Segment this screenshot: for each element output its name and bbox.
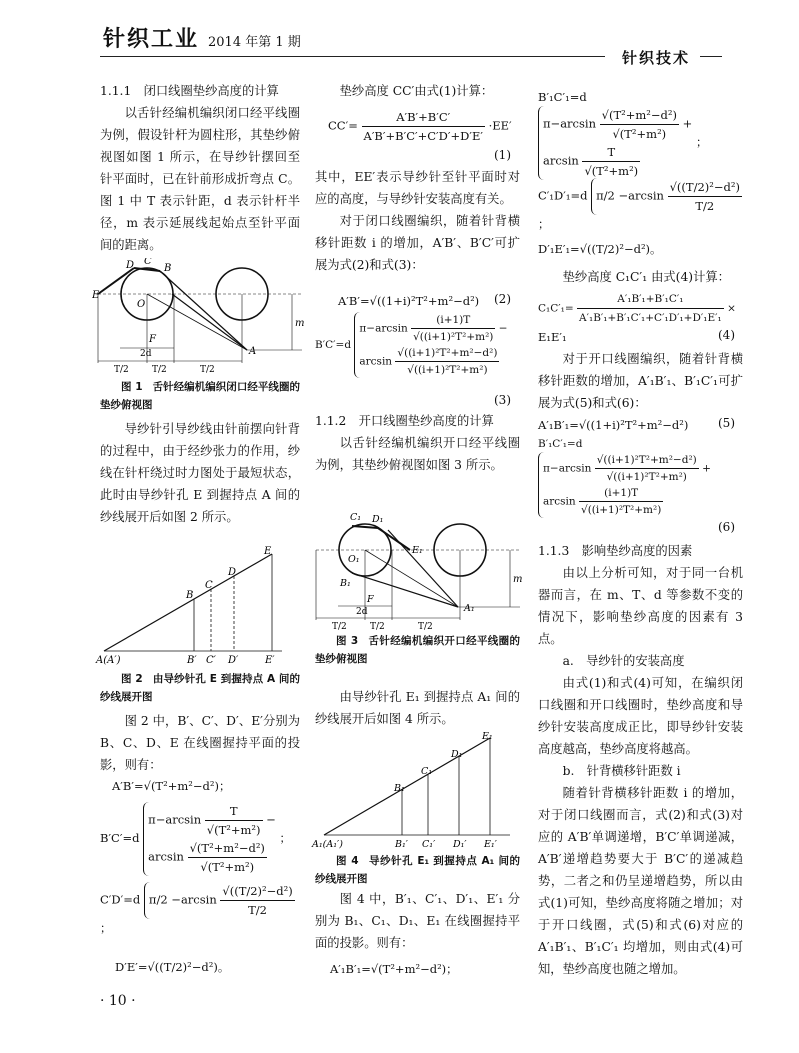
brace — [354, 312, 507, 378]
brace — [538, 452, 711, 518]
denominator: √(T²+m²) — [200, 860, 255, 874]
denominator: √(T²+m²) — [584, 164, 639, 178]
term: π/2 −arcsin — [596, 188, 664, 203]
header-rule-left — [100, 56, 605, 57]
fig4-label: C₁′ — [422, 839, 436, 850]
eq-rhs: ·EE′ — [488, 118, 512, 133]
paragraph: 由以上分析可知，对于同一台机器而言，在 m、T、d 等参数不变的情况下，影响垫纱高度的因素有 3 点。 — [538, 566, 743, 646]
fig3-label: C₁ — [350, 512, 362, 523]
fig3-label: T/2 — [332, 622, 347, 630]
fig3-label: A₁ — [464, 603, 475, 614]
caption-number: 图 3 — [336, 635, 359, 647]
heading-1-1-2: 1.1.2 开口线圈垫纱高度的计算 — [315, 414, 494, 428]
fig3-label: B₁ — [340, 578, 351, 589]
fig4-label: B₁ — [394, 783, 405, 794]
issue-label: 2014 年第 1 期 — [208, 35, 301, 50]
equation-4-tail: E₁E′₁ — [538, 330, 567, 344]
denominator: √((i+1)²T²+m²) — [581, 504, 662, 516]
term: arcsin — [543, 153, 579, 168]
eq-lhs: B′₁C′₁=d — [538, 438, 583, 450]
equation-6-number: (6) — [718, 520, 735, 534]
fraction — [668, 178, 742, 215]
fig1-label: A — [249, 346, 257, 357]
column-3 — [538, 266, 743, 288]
paragraph: 图 4 中，B′₁、C′₁、D′₁、E′₁ 分别为 B₁、C₁、D₁、E₁ 在线圈握持平面的投影。则有： — [315, 892, 520, 950]
fig3-label: F — [367, 594, 374, 605]
denominator: √((i+1)²T²+m²) — [606, 471, 687, 483]
figure-4-diagram — [310, 730, 520, 852]
fig4-label: D₁′ — [453, 839, 467, 850]
fig4-label: B₁′ — [395, 839, 408, 850]
column-2e — [315, 888, 520, 954]
figure-3-caption — [315, 632, 520, 668]
term: π−arcsin — [359, 322, 408, 335]
eq-lhs: C₁C′₁= — [538, 302, 574, 315]
numerator: (i+1)T — [579, 485, 663, 502]
paragraph: 对于闭口线圈编织，随着针背横移针距数 i 的增加，A′B′、B′C′可扩展为式(2)和式(3)： — [315, 214, 520, 272]
paragraph: 垫纱高度 C₁C′₁ 由式(4)计算： — [562, 270, 730, 284]
fig3-label: T/2 — [418, 622, 433, 630]
term: π−arcsin — [543, 116, 596, 131]
fraction — [411, 312, 495, 345]
eq-lhs: B′C′=d — [315, 339, 352, 351]
fraction — [579, 485, 663, 518]
brace — [591, 178, 742, 215]
term: ； — [100, 921, 112, 935]
brace — [538, 106, 692, 180]
numerator: √((T/2)²−d²) — [668, 178, 742, 197]
fig2-label: C′ — [206, 655, 216, 666]
figure-4-caption — [315, 852, 520, 888]
term: arcsin — [148, 849, 184, 864]
eq-lhs: C′₁D′₁=d — [538, 188, 588, 203]
paragraph: 垫纱高度 CC′由式(1)计算： — [339, 84, 494, 98]
brace — [143, 802, 276, 876]
fig3-label: T/2 — [370, 622, 385, 630]
fig2-label: E′ — [265, 655, 275, 666]
term: ； — [538, 217, 550, 231]
equation-2: A′B′=√((1+i)²T²+m²−d²) — [338, 294, 480, 308]
numerator: A′B′+B′C′ — [362, 108, 485, 127]
equation-5: A′₁B′₁=√((1+i)²T²+m²−d²) — [538, 418, 689, 432]
fraction — [188, 839, 267, 876]
term: ； — [695, 135, 708, 149]
denominator: A′₁B′₁+B′₁C′₁+C′₁D′₁+D′₁E′₁ — [579, 312, 722, 324]
fraction — [577, 290, 724, 327]
fig1-label: D — [126, 260, 135, 271]
equation-cd — [100, 882, 300, 937]
term: π/2 −arcsin — [148, 892, 217, 907]
eq-lhs: C′D′=d — [100, 892, 141, 907]
fig3-label: D₁ — [372, 514, 384, 525]
column-2c — [315, 410, 520, 476]
fig1-label: T/2 — [114, 365, 129, 375]
fig1-label: T/2 — [200, 365, 215, 375]
paragraph: 由导纱针孔 E₁ 到握持点 A₁ 间的纱线展开后如图 4 所示。 — [315, 690, 520, 726]
equation-c1d1 — [538, 178, 743, 233]
brace — [144, 882, 295, 919]
heading-1-1-3: 1.1.3 影响垫纱高度的因素 — [538, 544, 693, 558]
journal-logo: 针织工业 — [103, 26, 200, 52]
fraction — [600, 106, 679, 143]
equation-1-number: (1) — [494, 148, 511, 162]
fig2-label: D — [228, 567, 237, 578]
term: π−arcsin — [148, 812, 202, 827]
denominator: T/2 — [248, 903, 267, 917]
column-1 — [100, 80, 300, 256]
eq-lhs: CC′= — [328, 118, 358, 133]
equation-6 — [538, 436, 743, 518]
fig3-label: E₁ — [412, 545, 423, 556]
figure-3-diagram — [310, 510, 525, 630]
fraction — [362, 108, 485, 145]
fig1-label: F — [149, 334, 156, 345]
denominator: T/2 — [695, 199, 715, 213]
paragraph: 其中，EE′表示导纱针至针平面时对应的高度，与导纱针安装高度有关。 — [315, 170, 520, 206]
fig4-label: A₁(A₁′) — [312, 839, 343, 850]
section-title: 针织技术 — [622, 49, 691, 67]
equation-bc — [100, 802, 300, 876]
term: arcsin — [359, 355, 393, 368]
column-3b — [538, 348, 743, 414]
paragraph: 图 2 中，B′、C′、D′、E′分别为 B、C、D、E 在线圈握持平面的投影，则有： — [100, 714, 300, 772]
heading-1-1-1: 1.1.1 闭口线圈垫纱高度的计算 — [100, 84, 279, 98]
caption-text: 由导纱针孔 E 到握持点 A 间的纱线展开图 — [100, 673, 301, 703]
denominator: √((i+1)²T²+m²) — [413, 331, 494, 343]
caption-number: 图 4 — [336, 855, 359, 867]
term: + — [682, 116, 693, 131]
fig3-label: m — [513, 574, 523, 585]
column-1c — [100, 710, 300, 776]
column-1b — [100, 418, 300, 528]
equation-4 — [538, 290, 743, 327]
fig3-label: 2d — [356, 607, 368, 617]
denominator: √((i+1)²T²+m²) — [407, 364, 488, 376]
subheading-a: a. 导纱针的安装高度 — [562, 654, 685, 668]
eq-lhs: B′C′=d — [100, 831, 140, 845]
caption-text: 导纱针孔 E₁ 到握持点 A₁ 间的纱线展开图 — [315, 855, 520, 885]
equation-de: D′E′=√((T/2)²−d²)。 — [115, 960, 230, 974]
paragraph: 以舌针经编机编织闭口经平线圈为例，假设针杆为圆柱形，其垫纱俯视图如图 1 所示，在导纱针摆回至针平面时，已在针前形成折弯点 C。图 1 中 T 表示针距，d 表示针杆半径，m 表示延展线起始点至针平面间的距离。 — [100, 106, 300, 252]
numerator: √((T/2)²−d²) — [220, 882, 294, 901]
fig1-label: E — [92, 290, 100, 301]
fig2-label: A(A′) — [96, 655, 121, 666]
fig1-label: 2d — [140, 349, 152, 359]
caption-number: 图 2 — [121, 673, 143, 685]
fraction — [582, 143, 640, 180]
equation-5-number: (5) — [718, 416, 735, 430]
fig2-label: E — [264, 546, 272, 557]
fig4-label: E₁ — [482, 731, 493, 742]
fig4-label: E₁′ — [484, 839, 497, 850]
fig1-label: B — [164, 263, 172, 274]
fig4-label: D₁ — [451, 749, 463, 760]
page-number: · 10 · — [100, 993, 136, 1009]
header-rule-right — [700, 56, 722, 57]
numerator: √(T²+m²−d²) — [600, 106, 679, 125]
column-2 — [315, 80, 520, 102]
numerator: (i+1)T — [411, 312, 495, 329]
fig1-label: O — [137, 299, 146, 310]
fraction — [220, 882, 294, 919]
fig2-label: B′ — [187, 655, 197, 666]
equation-ab: A′B′=√(T²+m²−d²)； — [112, 779, 231, 793]
fraction — [395, 345, 499, 378]
fig1-label: m — [295, 318, 305, 329]
fig2-label: B — [186, 590, 194, 601]
equation-1 — [328, 108, 520, 145]
figure-1-caption — [100, 378, 300, 414]
numerator: √((i+1)²T²+m²−d²) — [395, 345, 499, 362]
fig1-label: T/2 — [152, 365, 167, 375]
numerator: A′₁B′₁+B′₁C′₁ — [577, 290, 724, 309]
equation-3-number: (3) — [494, 393, 511, 407]
column-2b — [315, 166, 520, 276]
caption-text: 舌针经编机编织开口经平线圈的垫纱俯视图 — [315, 635, 520, 665]
fig2-label: D′ — [228, 655, 239, 666]
figure-1-diagram — [92, 258, 307, 378]
eq-lhs: B′₁C′₁=d — [538, 90, 587, 104]
denominator: √(T²+m²) — [612, 127, 667, 141]
figure-2-diagram — [92, 546, 292, 668]
paragraph: 随着针背横移针距数 i 的增加，对于闭口线圈而言，式(2)和式(3)对应的 A′B′单调递增，B′C′单调递减，A′B′递增趋势要大于 B′C′的递减趋势，二者之和仍呈递增趋势，所以由式(1)可知，垫纱高度将随之增加；对于开口线圈，式(5)和式(6)对应的 A′₁B′₁、B′₁C′₁ 均增加，则由式(4)可知，垫纱高度也随之增加。 — [538, 786, 743, 976]
numerator: √((i+1)²T²+m²−d²) — [595, 452, 699, 469]
term: π−arcsin — [543, 462, 592, 475]
equation-a1b1: A′₁B′₁=√(T²+m²−d²)； — [330, 962, 458, 976]
term: arcsin — [543, 495, 576, 508]
subheading-b: b. 针背横移针距数 i — [562, 764, 681, 778]
equation-b1c1 — [538, 88, 743, 180]
fraction — [595, 452, 699, 485]
caption-text: 舌针经编机编织闭口经平线圈的垫纱俯视图 — [100, 381, 300, 411]
caption-number: 图 1 — [121, 381, 143, 393]
fig2-label: C — [205, 580, 213, 591]
equation-3 — [315, 312, 520, 378]
term: − — [266, 812, 276, 827]
numerator: T — [582, 143, 640, 162]
fig1-label: C — [144, 258, 152, 267]
figure-2-caption — [100, 670, 300, 706]
eq-rhs: × — [727, 302, 736, 315]
denominator: √(T²+m²) — [206, 823, 261, 837]
paragraph: 对于开口线圈编织，随着针背横移针距数的增加，A′₁B′₁、B′₁C′₁可扩展为式(5)和式(6)： — [538, 352, 743, 410]
denominator: A′B′+B′C′+C′D′+D′E′ — [363, 129, 483, 143]
term: − — [498, 322, 508, 335]
fig4-label: C₁ — [421, 766, 433, 777]
paragraph: 以舌针经编机编织开口经平线圈为例，其垫纱俯视图如图 3 所示。 — [315, 436, 520, 472]
fraction — [205, 802, 263, 839]
paragraph: 导纱针引导纱线由针前摆向针背的过程中，由于经纱张力的作用，纱线在针杆绕过时力图处于最短状态，此时由导纱针孔 E 到握持点 A 间的纱线展开后如图 2 所示。 — [100, 422, 300, 524]
equation-4-number: (4) — [718, 328, 735, 342]
paragraph: 由式(1)和式(4)可知，在编织闭口线圈和开口线圈时，垫纱高度和导纱针安装高度成正比，即导纱针安装高度越高，垫纱高度将越高。 — [538, 676, 743, 756]
column-2d — [315, 686, 520, 730]
term: ； — [279, 831, 291, 845]
fig3-label: O₁ — [348, 554, 360, 565]
numerator: T — [205, 802, 263, 821]
term: + — [702, 462, 711, 475]
equation-d1e1: D′₁E′₁=√((T/2)²−d²)。 — [538, 242, 662, 256]
numerator: √(T²+m²−d²) — [188, 839, 267, 858]
equation-2-number: (2) — [494, 292, 511, 306]
column-3c — [538, 540, 743, 980]
